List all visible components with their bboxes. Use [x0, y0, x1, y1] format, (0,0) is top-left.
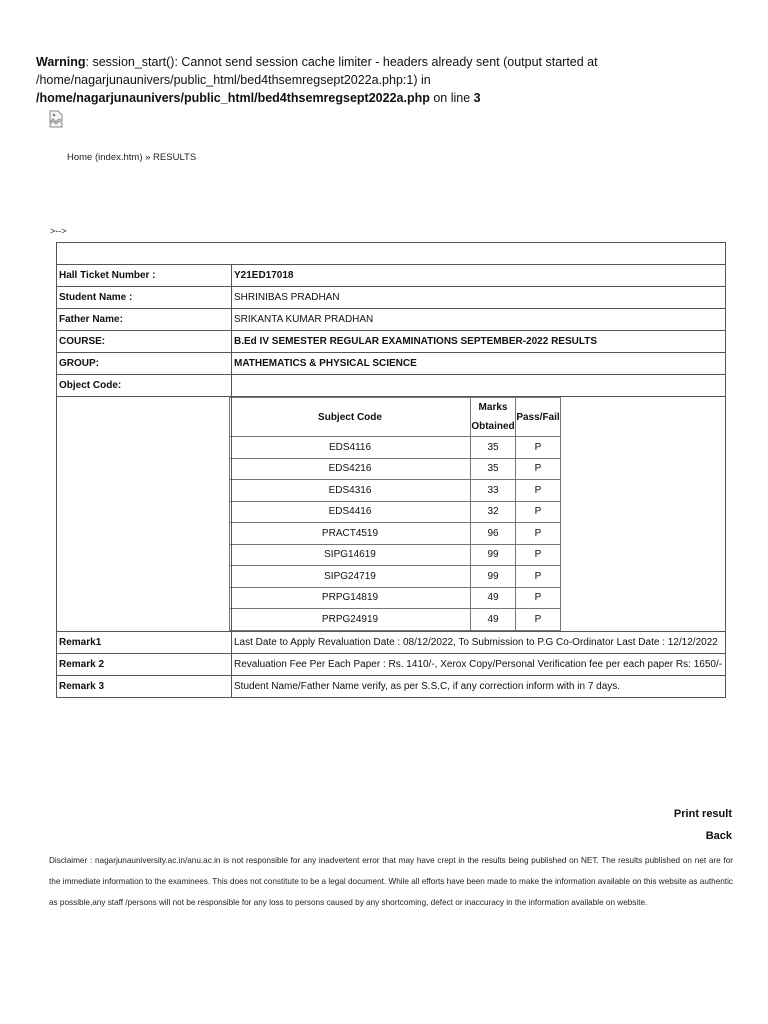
marks-row: [230, 458, 561, 480]
info-value: SRIKANTA KUMAR PRADHAN: [232, 309, 726, 331]
info-row: [57, 265, 726, 287]
marks-obtained: 35: [471, 458, 516, 480]
print-result-link[interactable]: Print result: [673, 808, 732, 820]
breadcrumb[interactable]: Home (index.htm) » RESULTS: [67, 152, 197, 163]
remark-text: Last Date to Apply Revaluation Date : 08/12/2022, To Submission to P.G Co-Ordinator Last Date : 12/12/2022: [232, 631, 726, 653]
info-value: [232, 375, 726, 397]
actions: [674, 806, 732, 850]
warning-message: : session_start(): Cannot send session cache limiter - headers already sent (output started at /home/nagarjunaunivers/public_html/bed4thsemregsept2022a.php:1) in: [36, 55, 598, 87]
remark-row: [57, 631, 726, 653]
disclaimer: Disclaimer : nagarjunauniversity.ac.in/anu.ac.in is not responsible for any inadvertent error that may have crept in the results being published on NET. The results published on net are for the immediate information to the examinees. This does not constitute to be a legal document. While all efforts have been made to make the information available on this website as authentic as possible,any staff /persons will not be responsible for any loss to persons caused by any shortcoming, defect or inaccuracy in the information available on website.: [49, 856, 733, 907]
subject-code: SIPG24719: [230, 566, 471, 588]
pass-fail: P: [516, 587, 561, 609]
remark-label: Remark 2: [57, 653, 232, 675]
subject-code: PRPG14819: [230, 587, 471, 609]
php-warning: [36, 53, 736, 107]
remark-text: Student Name/Father Name verify, as per S.S.C, if any correction inform with in 7 days.: [232, 675, 726, 697]
marks-obtained-header: Marks Obtained: [471, 398, 516, 437]
pass-fail: P: [516, 566, 561, 588]
info-value: Y21ED17018: [232, 265, 726, 287]
marks-row: [230, 609, 561, 631]
marks-row: [230, 544, 561, 566]
marks-row: [230, 523, 561, 545]
remark-row: [57, 675, 726, 697]
marks-header-row: [230, 398, 561, 437]
marks-obtained: 32: [471, 501, 516, 523]
marks-row: [230, 480, 561, 502]
marks-row: [230, 501, 561, 523]
warning-online: on line: [429, 91, 474, 105]
remark-label: Remark 3: [57, 675, 232, 697]
info-row: [57, 287, 726, 309]
info-label: Hall Ticket Number :: [57, 265, 232, 287]
remark-row: [57, 653, 726, 675]
info-label: Father Name:: [57, 309, 232, 331]
pass-fail: P: [516, 609, 561, 631]
marks-obtained: 96: [471, 523, 516, 545]
pass-fail: P: [516, 544, 561, 566]
subject-code: SIPG14619: [230, 544, 471, 566]
info-row: [57, 375, 726, 397]
info-row: [57, 309, 726, 331]
marks-obtained: 49: [471, 609, 516, 631]
subject-code: EDS4216: [230, 458, 471, 480]
info-value: B.Ed IV SEMESTER REGULAR EXAMINATIONS SEPTEMBER-2022 RESULTS: [232, 331, 726, 353]
subject-code-header: Subject Code: [230, 398, 471, 437]
info-value: SHRINIBAS PRADHAN: [232, 287, 726, 309]
marks-obtained: 35: [471, 437, 516, 459]
remark-text: Revaluation Fee Per Each Paper : Rs. 1410/-, Xerox Copy/Personal Verification fee per each paper Rs: 1650/-: [232, 653, 726, 675]
stray-text: >-->: [50, 226, 67, 236]
pass-fail: P: [516, 458, 561, 480]
marks-row: [230, 437, 561, 459]
marks-obtained: 33: [471, 480, 516, 502]
warning-label: Warning: [36, 55, 86, 69]
marks-row: [57, 397, 726, 632]
warning-line: 3: [473, 91, 481, 105]
info-row: [57, 331, 726, 353]
marks-row: [230, 566, 561, 588]
marks-obtained: 99: [471, 566, 516, 588]
subject-code: EDS4316: [230, 480, 471, 502]
pass-fail: P: [516, 501, 561, 523]
marks-obtained: 49: [471, 587, 516, 609]
marks-row: [230, 587, 561, 609]
table-header-row: [57, 243, 726, 265]
info-row: [57, 353, 726, 375]
info-value: MATHEMATICS & PHYSICAL SCIENCE: [232, 353, 726, 375]
pass-fail-header: Pass/Fail: [516, 398, 561, 437]
pass-fail: P: [516, 480, 561, 502]
warning-path: /home/nagarjunaunivers/public_html/bed4thsemregsept2022a.php: [36, 91, 430, 105]
pass-fail: P: [516, 437, 561, 459]
pass-fail: P: [516, 523, 561, 545]
info-label: Object Code:: [57, 375, 232, 397]
broken-image-icon: [48, 110, 64, 128]
back-link[interactable]: Back: [705, 830, 732, 842]
info-label: Student Name :: [57, 287, 232, 309]
subject-code: PRACT4519: [230, 523, 471, 545]
info-label: COURSE:: [57, 331, 232, 353]
subject-code: EDS4116: [230, 437, 471, 459]
info-label: GROUP:: [57, 353, 232, 375]
marks-table: [229, 397, 561, 631]
remark-label: Remark1: [57, 631, 232, 653]
marks-obtained: 99: [471, 544, 516, 566]
result-table: [56, 242, 726, 698]
subject-code: PRPG24919: [230, 609, 471, 631]
subject-code: EDS4416: [230, 501, 471, 523]
